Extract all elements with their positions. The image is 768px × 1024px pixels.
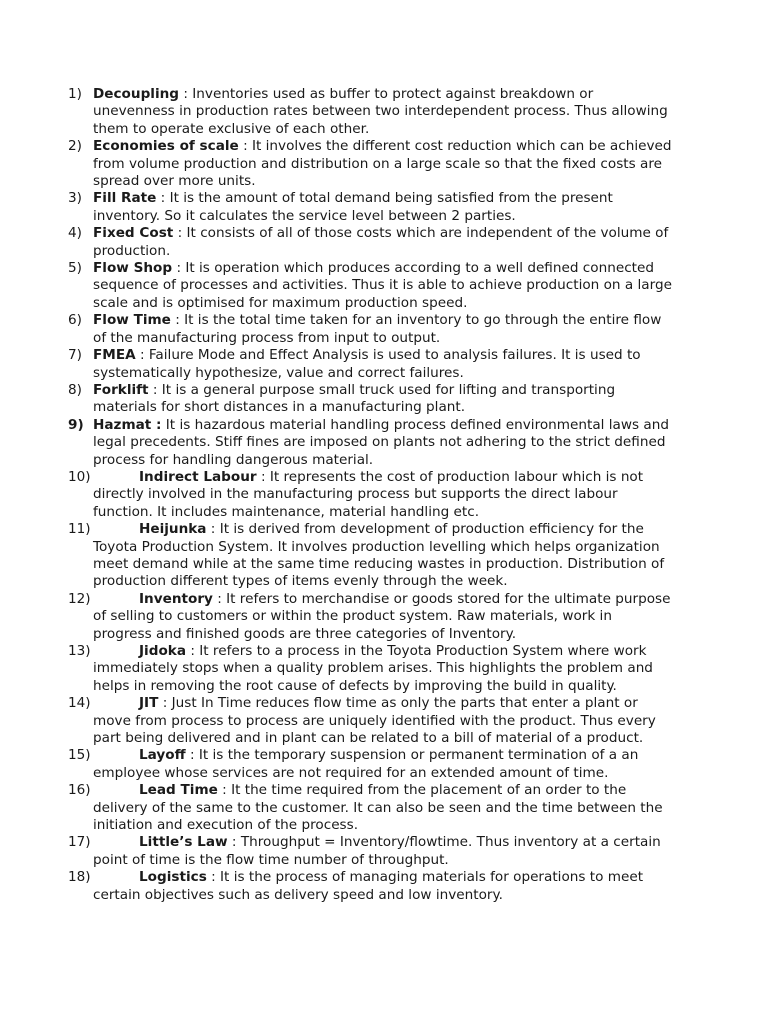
term-name: Lead Time [139, 782, 218, 799]
term-separator: : [186, 643, 200, 659]
term-name: FMEA [93, 347, 136, 364]
term-name: JIT [139, 695, 159, 712]
term-separator: : [135, 347, 149, 364]
term-name: Logistics [139, 869, 207, 886]
term-separator: : [156, 190, 170, 207]
term-separator: : [206, 869, 221, 886]
term-name: Layoff [139, 747, 186, 764]
term-name: Little’s Law [139, 834, 228, 851]
glossary-item [0, 747, 673, 782]
item-number: 9) [68, 416, 84, 433]
term-separator: : [206, 521, 220, 538]
term-name: Fill Rate [93, 190, 157, 207]
term-definition: It consists of all of those costs which are independent of the volume of production. [93, 225, 669, 259]
term-definition: It is derived from development of production efficiency for the Toyota Production System. It involves production levelling which helps organization meet demand while at the same time reducing wastes in production. Distribution of production different types of items evenly through the week. [93, 521, 665, 590]
glossary-list [0, 86, 768, 904]
glossary-item [0, 695, 673, 747]
term-name: Flow Time [93, 312, 171, 329]
item-number: 18) [68, 869, 91, 886]
term-definition: It is hazardous material handling process defined environmental laws and legal precedents. Stiff fines are imposed on plants not adhering to the strict defined process for handling dangerous material. [93, 416, 669, 468]
term-name: Flow Shop [93, 260, 173, 277]
term-definition: It is the process of managing materials for operations to meet certain objectives such as delivery speed and low inventory. [93, 869, 644, 903]
term-definition: It the time required from the placement of an order to the delivery of the same to the customer. It can also be seen and the time between the initiation and execution of the process. [93, 782, 663, 834]
term-separator: : [179, 86, 193, 102]
term-separator: : [185, 747, 199, 764]
item-number: 5) [68, 260, 82, 277]
term-definition: It is operation which produces according to a well defined connected sequence of processes and activities. Thus it is able to achieve production on a large scale and is optimised for maximum production speed. [93, 260, 672, 311]
term-separator: : [170, 312, 185, 329]
term-definition: Inventories used as buffer to protect against breakdown or unevenness in production rates between two interdependent process. Thus allowing them to operate exclusive of each other. [93, 86, 668, 137]
term-name: Fixed Cost [93, 225, 174, 242]
item-number: 11) [68, 521, 91, 538]
term-separator: : [217, 782, 232, 799]
item-number: 14) [68, 695, 91, 712]
term-separator: : [212, 590, 227, 607]
term-separator: : [227, 834, 241, 851]
glossary-item [0, 521, 673, 591]
term-name: Hazmat : [93, 416, 162, 433]
term-name: Economies of scale [93, 138, 239, 155]
term-definition: It is the total time taken for an inventory to go through the entire flow of the manufacturing process from input to output. [93, 312, 662, 346]
item-number: 16) [68, 782, 91, 799]
glossary-item [0, 382, 673, 417]
glossary-item [0, 312, 673, 347]
term-name: Inventory [139, 590, 213, 607]
term-separator: : [256, 468, 270, 485]
glossary-item [0, 190, 673, 225]
glossary-item [0, 138, 673, 190]
term-definition: It refers to merchandise or goods stored for the ultimate purpose of selling to customers or within the product system. Raw materials, work in progress and finished goods are three categories of Inventory. [93, 590, 671, 642]
glossary-item [0, 417, 673, 469]
item-number: 15) [68, 747, 91, 764]
glossary-item [0, 782, 673, 834]
glossary-item [0, 643, 673, 695]
term-name: Heijunka [139, 521, 207, 538]
term-definition: It is the amount of total demand being satisfied from the present inventory. So it calculates the service level between 2 parties. [93, 190, 613, 224]
glossary-item [0, 869, 673, 904]
term-definition: Failure Mode and Effect Analysis is used to analysis failures. It is used to systematically hypothesize, value and correct failures. [93, 347, 641, 381]
glossary-item [0, 469, 673, 521]
term-separator: : [148, 381, 162, 398]
term-definition: It is a general purpose small truck used for lifting and transporting materials for short distances in a manufacturing plant. [93, 381, 616, 416]
term-name: Jidoka [139, 643, 187, 659]
term-definition: It is the temporary suspension or permanent termination of a an employee whose services are not required for an extended amount of time. [93, 747, 639, 781]
item-number: 8) [68, 381, 82, 398]
term-definition: It involves the different cost reduction which can be achieved from volume production and distribution on a large scale so that the fixed costs are spread over more units. [93, 138, 672, 190]
item-number: 6) [68, 312, 82, 329]
glossary-item [0, 225, 673, 260]
item-number: 2) [68, 138, 82, 155]
item-number: 3) [68, 190, 82, 207]
term-separator: : [173, 225, 187, 242]
item-number: 4) [68, 225, 82, 242]
item-number: 10) [68, 468, 91, 485]
item-number: 13) [68, 643, 91, 659]
term-name: Forklift [93, 381, 149, 398]
glossary-item [0, 347, 673, 382]
item-number: 1) [68, 86, 82, 102]
term-definition: Throughput = Inventory/flowtime. Thus inventory at a certain point of time is the flow time number of throughput. [93, 834, 661, 868]
term-separator: : [158, 695, 172, 712]
item-number: 12) [68, 590, 91, 607]
term-definition: It refers to a process in the Toyota Production System where work immediately stops when a quality problem arises. This highlights the problem and helps in removing the root cause of defects by improving the build in quality. [93, 643, 653, 694]
term-definition: Just In Time reduces flow time as only the parts that enter a plant or move from process to process are uniquely identified with the product. Thus every part being delivered and in plant can be related to a bill of material of a product. [93, 695, 656, 747]
glossary-item [0, 834, 673, 869]
item-number: 7) [68, 347, 82, 364]
glossary-item [0, 260, 673, 312]
term-name: Decoupling [93, 86, 180, 102]
term-name: Indirect Labour [139, 468, 257, 485]
term-definition: It represents the cost of production labour which is not directly involved in the manufacturing process but supports the direct labour function. It includes maintenance, material handling etc. [93, 468, 644, 520]
glossary-item [0, 591, 673, 643]
glossary-item [0, 86, 673, 138]
item-number: 17) [68, 834, 91, 851]
term-separator: : [172, 260, 186, 277]
term-separator: : [238, 138, 252, 155]
